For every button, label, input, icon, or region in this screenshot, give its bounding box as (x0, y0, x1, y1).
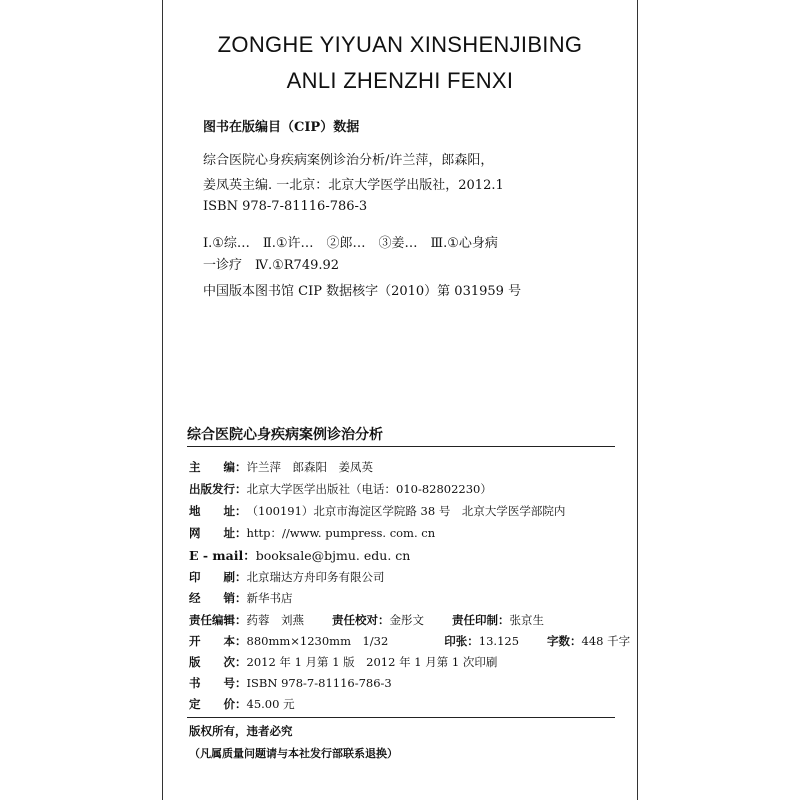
editor-row (189, 459, 373, 475)
isbn-row (189, 675, 392, 691)
address-row (189, 503, 565, 519)
website-label: 网 址： (189, 526, 247, 540)
copyright-page (162, 0, 638, 800)
pinyin-title-line2: ANLI ZHENZHI FENXI (286, 68, 514, 93)
edition-value: 2012 年 1 月第 1 版 2012 年 1 月第 1 次印刷 (246, 655, 498, 669)
distributor-value: 新华书店 (246, 591, 293, 605)
resp-editor-label: 责任编辑： (189, 613, 247, 627)
resp-proof-value: 金彤文 (389, 613, 424, 627)
publisher-label: 出版发行： (189, 482, 247, 496)
resp-editor-value: 药蓉 刘燕 (246, 613, 304, 627)
cip-line-1: 综合医院心身疾病案例诊治分析/许兰萍，郎森阳， (203, 153, 494, 168)
editor-value: 许兰萍 郎森阳 姜凤英 (246, 460, 373, 474)
edition-label: 版 次： (189, 655, 247, 669)
words-label: 字数： (547, 634, 582, 648)
price-row (189, 696, 295, 712)
resp-print-value: 张京生 (509, 613, 544, 627)
cip-isbn: ISBN 978-7-81116-786-3 (203, 199, 368, 214)
return-note: （凡属质量问题请与本社发行部联系退换） (189, 747, 398, 760)
website-row (189, 525, 435, 541)
copyright-notice: 版权所有，违者必究 (189, 724, 293, 738)
pinyin-title-line1: ZONGHE YIYUAN XINSHENJIBING (217, 32, 583, 57)
edition-row (189, 654, 497, 670)
cip-classification: Ⅰ.①综… Ⅱ.①许… ②郎… ③姜… Ⅲ.①心身病 (203, 236, 498, 251)
format-row (189, 633, 630, 649)
book-title: 综合医院心身疾病案例诊治分析 (187, 427, 383, 443)
cip-classification-cont: 一诊疗 Ⅳ.①R749.92 (203, 258, 340, 273)
cip-heading: 图书在版编目（CIP）数据 (203, 120, 360, 135)
words-value: 448 千字 (581, 634, 631, 648)
printer-label: 印 刷： (189, 570, 247, 584)
publisher-value: 北京大学医学出版社（电话：010-82802230） (246, 482, 492, 496)
publisher-row (189, 481, 492, 497)
email-row (189, 546, 410, 564)
divider-bottom (187, 717, 615, 718)
price-label: 定 价： (189, 697, 247, 711)
divider-top (187, 446, 615, 447)
printer-value: 北京瑞达方舟印务有限公司 (246, 570, 385, 584)
editor-label: 主 编： (189, 460, 247, 474)
address-label: 地 址： (189, 504, 247, 518)
resp-proof-label: 责任校对： (332, 613, 390, 627)
resp-print-label: 责任印制： (452, 613, 510, 627)
distributor-row (189, 590, 293, 606)
email-value: booksale@bjmu. edu. cn (255, 548, 411, 563)
sheets-label: 印张： (444, 634, 479, 648)
cip-record-number: 中国版本图书馆 CIP 数据核字（2010）第 031959 号 (203, 284, 522, 299)
format-label: 开 本： (189, 634, 247, 648)
responsibility-row (189, 612, 544, 628)
email-label: E - mail： (189, 548, 256, 563)
distributor-label: 经 销： (189, 591, 247, 605)
sheets-value: 13.125 (478, 634, 520, 648)
format-value: 880mm×1230mm 1/32 (246, 634, 389, 648)
cip-line-2: 姜凤英主编. 一北京：北京大学医学出版社，2012.1 (203, 178, 504, 193)
isbn-label: 书 号： (189, 676, 247, 690)
address-value: （100191）北京市海淀区学院路 38 号 北京大学医学部院内 (246, 504, 566, 518)
isbn-value: ISBN 978-7-81116-786-3 (246, 676, 392, 690)
printer-row (189, 569, 385, 585)
website-value: http：//www. pumpress. com. cn (246, 526, 436, 540)
price-value: 45.00 元 (246, 697, 295, 711)
